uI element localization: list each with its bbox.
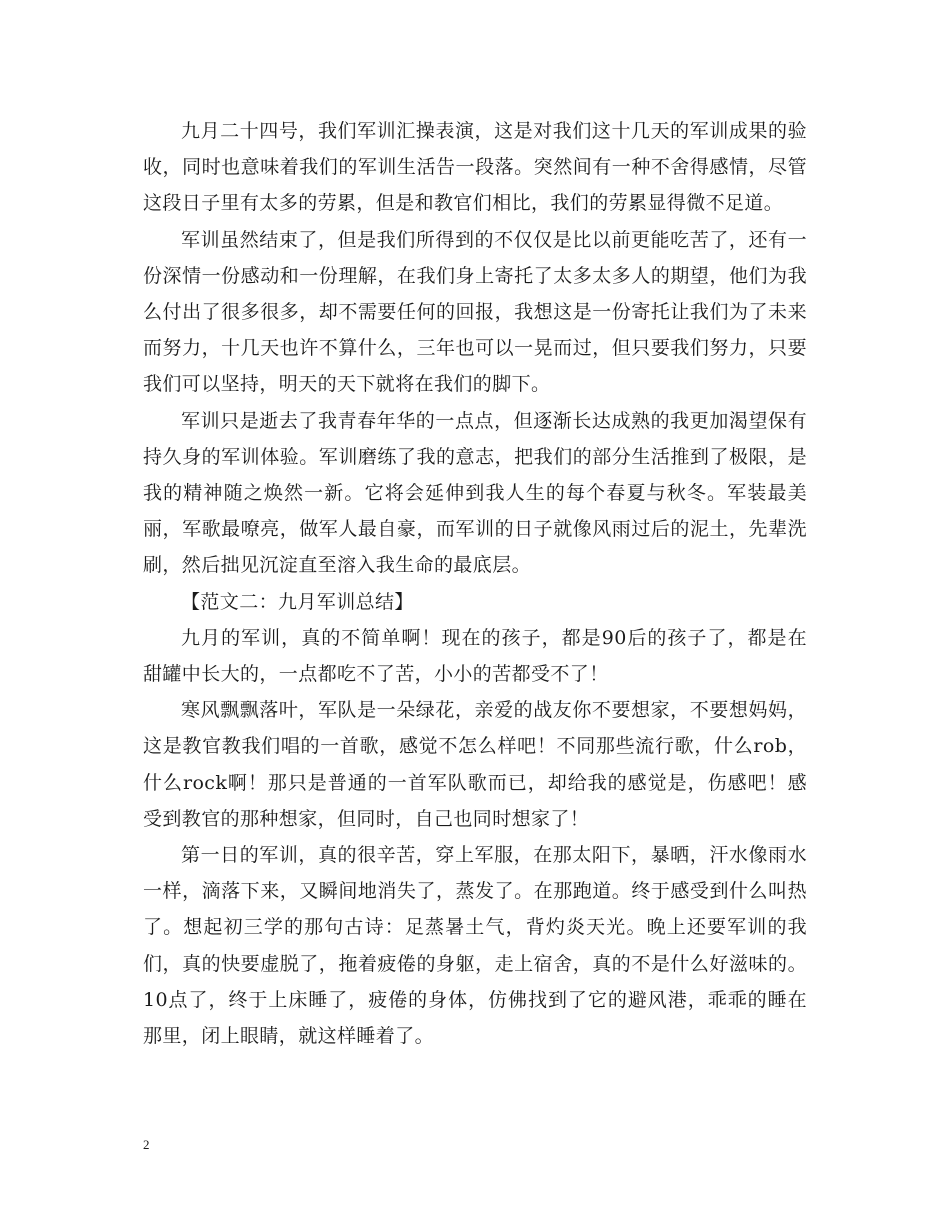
paragraph-5: 寒风飘飘落叶，军队是一朵绿花，亲爱的战友你不要想家，不要想妈妈，这是教官教我们唱的一首歌，感觉不怎么样吧！不同那些流行歌，什么rob，什么rock啊！那只是普通的一首军队歌而已，却给我的感觉是，伤感吧！感受到教官的那种想家，但同时，自己也同时想家了！ <box>143 699 807 830</box>
paragraph-3: 军训只是逝去了我青春年华的一点点，但逐渐长达成熟的我更加渴望保有持久身的军训体验。军训磨练了我的意志，把我们的部分生活推到了极限，是我的精神随之焕然一新。它将会延伸到我人生的每个春夏与秋冬。军装最美丽，军歌最嘹亮，做军人最自豪，而军训的日子就像风雨过后的泥土，先辈洗刷，然后拙见沉淀直至溶入我生命的最底层。 <box>143 409 807 577</box>
paragraph-2: 军训虽然结束了，但是我们所得到的不仅仅是比以前更能吃苦了，还有一份深情一份感动和一份理解，在我们身上寄托了太多太多人的期望，他们为我么付出了很多很多，却不需要任何的回报，我想这是一份寄托让我们为了未来而努力，十几天也许不算什么，三年也可以一晃而过，但只要我们努力，只要我们可以坚持，明天的天下就将在我们的脚下。 <box>143 228 807 396</box>
paragraph-6: 第一日的军训，真的很辛苦，穿上军服，在那太阳下，暴晒，汗水像雨水一样，滴落下来，又瞬间地消失了，蒸发了。在那跑道。终于感受到什么叫热了。想起初三学的那句古诗：足蒸暑土气，背灼炎天光。晚上还要军训的我们，真的快要虚脱了，拖着疲倦的身躯，走上宿舍，真的不是什么好滋味的。10点了，终于上床睡了，疲倦的身体，仿佛找到了它的避风港，乖乖的睡在那里，闭上眼睛，就这样睡着了。 <box>143 844 807 1048</box>
page-number: 2 <box>143 1137 150 1152</box>
section-heading: 【范文二：九月军训总结】 <box>181 590 414 613</box>
paragraph-1: 九月二十四号，我们军训汇操表演，这是对我们这十几天的军训成果的验收，同时也意味着我们的军训生活告一段落。突然间有一种不舍得感情，尽管这段日子里有太多的劳累，但是和教官们相比，我们的劳累显得微不足道。 <box>143 120 807 215</box>
paragraph-4: 九月的军训，真的不简单啊！现在的孩子，都是90后的孩子了，都是在甜罐中长大的，一点都吃不了苦，小小的苦都受不了！ <box>143 626 807 686</box>
document-body <box>143 113 807 1054</box>
